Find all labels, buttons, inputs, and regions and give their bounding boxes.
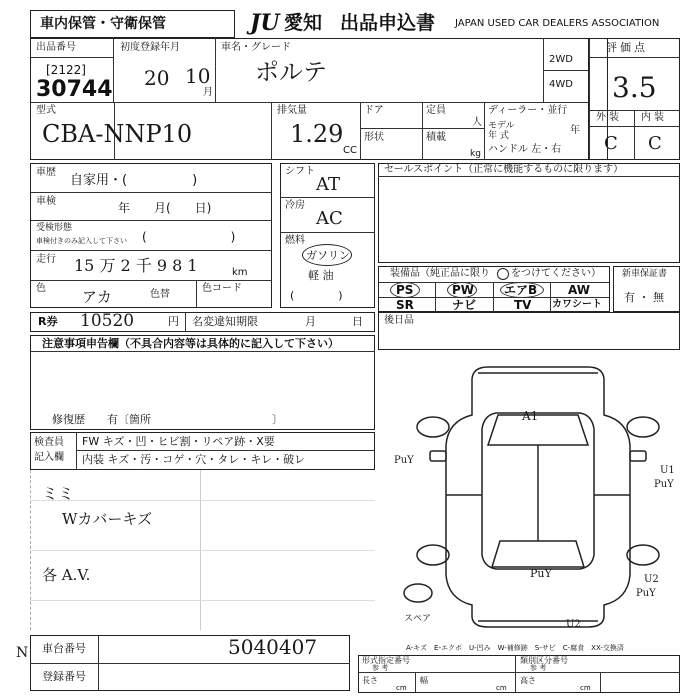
equip-leather-seat: カワシート <box>552 299 602 310</box>
aircon-value: AC <box>316 208 343 229</box>
displacement-unit: CC <box>343 145 357 156</box>
shift-label: シフト <box>285 166 315 177</box>
lot-sub-number: [2122] <box>46 63 86 77</box>
equipment-label-end: をつけてください） <box>511 268 601 279</box>
sales-point-label: セールスポイント（正常に機能するものに限ります） <box>384 164 624 175</box>
association-name: JAPAN USED CAR DEALERS ASSOCIATION <box>455 18 660 29</box>
exterior-grade: C <box>604 133 618 154</box>
shift-value: AT <box>316 174 341 195</box>
brand-name: 愛知 <box>284 12 323 34</box>
diagram-mark-puy-rear: PuY <box>530 567 552 580</box>
model-value: CBA-NNP10 <box>42 120 193 148</box>
damage-legend: A-キズ E-エクボ U-凹み W-補修跡 S-サビ C-腐食 XX-交換済 <box>406 644 624 652</box>
tax-day: 日 <box>352 315 363 328</box>
fuel-label: 燃料 <box>285 235 305 246</box>
registration-label: 初度登録年月 <box>120 42 180 53</box>
diagram-mark-puy-rear-right: PuY <box>636 588 656 599</box>
lot-number: 30744 <box>36 77 113 102</box>
equipment-label: 装備品（純正品に限り <box>390 268 490 279</box>
model-year-label: モデル 年 式 <box>488 121 515 141</box>
height-unit: cm <box>580 684 591 692</box>
inspection-label: 車検 <box>36 196 56 207</box>
receive-label: 受検形態 <box>36 223 73 233</box>
registration-month-unit: 月 <box>203 87 213 98</box>
inspector-interior-row: 内装 キズ・汚・コゲ・穴・タレ・キレ・破レ <box>82 453 306 466</box>
interior-label: 内装 <box>641 112 667 123</box>
color-label: 色 <box>36 283 46 294</box>
load-unit: kg <box>470 149 481 159</box>
equip-aw: AW <box>568 283 590 297</box>
mileage-label: 走行 <box>36 254 56 265</box>
inspector-label-1: 検査員 <box>34 437 64 448</box>
shape-label: 形状 <box>364 132 384 143</box>
length-unit: cm <box>396 684 407 692</box>
history-label: 車歴 <box>36 167 56 178</box>
receive-note: 車検付きのみ記入して下さい <box>36 237 127 245</box>
equip-sr: SR <box>396 298 414 312</box>
displacement-value: 1.29 <box>290 120 344 148</box>
grade-label: 評価点 <box>606 41 648 54</box>
diagram-mark-puy-right: PuY <box>654 479 674 490</box>
equip-tv: TV <box>514 298 532 312</box>
handle-label: ハンドル 左・右 <box>488 144 562 155</box>
equip-pw: PW <box>452 283 475 297</box>
equip-airbag: エアB <box>504 283 538 297</box>
registration-year: 20 <box>144 66 170 90</box>
capacity-label: 定員 <box>426 105 446 116</box>
inspector-fw-row: FW キズ・凹・ヒビ割・リペア跡・X要 <box>82 435 275 448</box>
diagram-mark-a1: A1 <box>522 409 539 423</box>
height-label: 高さ <box>520 676 536 685</box>
warranty-value: 有 ・ 無 <box>624 291 664 304</box>
model-ref-label: 参 考 <box>372 664 389 672</box>
load-label: 積載 <box>426 132 446 143</box>
equip-circle-pw <box>447 282 477 298</box>
color-code-label: 色コード <box>202 283 242 294</box>
chassis-label: 車台番号 <box>42 642 86 655</box>
grade-value: 3.5 <box>612 71 657 104</box>
diagram-mark-u1-right: U1 <box>660 465 675 476</box>
year-unit: 年 <box>570 125 580 136</box>
fuel-gasoline: ガソリン <box>306 249 350 262</box>
registration-month: 10 <box>185 64 211 88</box>
capacity-unit: 人 <box>472 117 482 128</box>
lot-number-label: 出品番号 <box>36 42 76 53</box>
displacement-label: 排気量 <box>277 105 307 116</box>
width-label: 幅 <box>420 676 428 685</box>
equip-circle-ps <box>390 282 420 298</box>
mileage-unit: km <box>232 267 248 278</box>
later-date-frame <box>378 312 680 350</box>
color-change-label: 色替 <box>150 289 170 300</box>
receive-value: ( ) <box>142 230 236 244</box>
gasoline-circle <box>302 244 352 266</box>
door-label: ドア <box>364 105 384 116</box>
tax-month: 月 <box>305 315 316 328</box>
equip-circle-airbag <box>500 282 544 298</box>
diagram-mark-u2-bottom: U2 <box>566 619 581 630</box>
exterior-label: 外装 <box>596 112 622 123</box>
car-name-value: ポルテ <box>255 58 327 86</box>
class-ref-label: 参 考 <box>530 664 547 672</box>
diagram-mark-u2-right: U2 <box>644 574 659 585</box>
drive-4wd: 4WD <box>549 79 573 90</box>
reg-number-label: 登録番号 <box>42 670 86 683</box>
chassis-side-mark: N <box>16 645 29 661</box>
fuel-paren: ( ) <box>290 289 343 302</box>
repair-history: 修復歴 有〔箇所 〕 <box>52 413 283 426</box>
form-title: 出品申込書 <box>340 12 436 34</box>
aircon-label: 冷房 <box>285 200 305 211</box>
inspector-label-2: 記入欄 <box>34 452 64 463</box>
later-date-label: 後日品 <box>384 315 414 326</box>
width-unit: cm <box>496 684 507 692</box>
fuel-diesel: 軽 油 <box>308 269 334 282</box>
handnote-line-1: ミミ <box>42 484 75 503</box>
sales-point-frame <box>378 163 680 263</box>
dealer-label: ディーラー・並行 <box>488 105 568 116</box>
color-value: アカ <box>82 288 112 306</box>
class-number-label: 類別区分番号 <box>520 656 568 665</box>
handnote-line-2: Wカバーキズ <box>62 510 153 528</box>
interior-grade: C <box>648 133 662 154</box>
chassis-value: 5040407 <box>228 635 318 659</box>
handnote-line-3: 各 A.V. <box>42 566 91 584</box>
mileage-value: 15 万 2 千 9 8 1 <box>74 256 198 275</box>
length-label: 長さ <box>362 676 378 685</box>
car-name-label: 車名・グレード <box>221 42 291 53</box>
inspection-value: 年 月( 日) <box>118 201 212 215</box>
recycle-unit: 円 <box>168 315 179 328</box>
notes-label: 注意事項申告欄（不具合内容等は具体的に記入して下さい） <box>42 337 339 350</box>
ju-logo: JU <box>250 10 280 36</box>
equip-ps: PS <box>396 283 414 297</box>
recycle-value: 10520 <box>80 311 135 331</box>
drive-2wd: 2WD <box>549 54 573 65</box>
warranty-label: 新車保証書 <box>622 269 668 279</box>
tax-deadline-label: 名変違知期限 <box>192 315 258 328</box>
spare-label: スペア <box>404 614 432 624</box>
model-label: 型式 <box>36 105 56 116</box>
equip-navi: ナビ <box>452 298 477 312</box>
storage-label: 車内保管・守衛保管 <box>40 16 166 32</box>
history-value: 自家用・( ) <box>70 173 198 188</box>
diagram-mark-puy-left: PuY <box>394 455 414 466</box>
equipment-circle-mark <box>497 268 509 280</box>
recycle-label: R券 <box>38 315 58 328</box>
model-designation-label: 形式指定番号 <box>362 656 410 665</box>
